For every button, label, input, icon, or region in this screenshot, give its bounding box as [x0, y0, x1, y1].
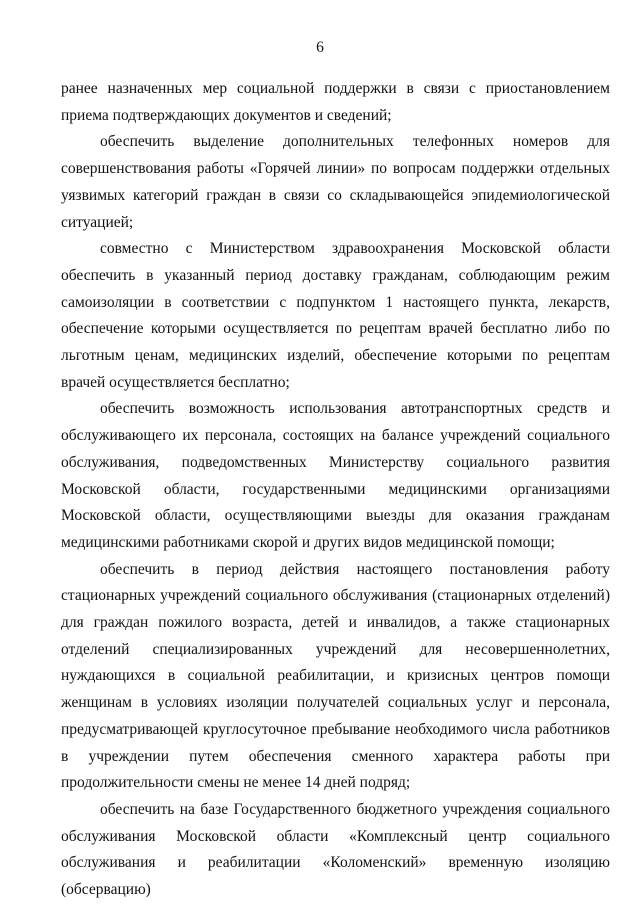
paragraph-continued: ранее назначенных мер социальной поддержки в связи с приостановлением приема подтверждающих документов и сведений;	[61, 80, 610, 124]
page-number: 6	[316, 39, 324, 56]
paragraph-hotline-numbers: обеспечить выделение дополнительных телефонных номеров для совершенствования работы «Горячей линии» по вопросам поддержки отдельных уязвимых категорий граждан в связи со складывающейся эпидемиологической ситуацией;	[61, 133, 610, 231]
paragraph-vehicles: обеспечить возможность использования автотранспортных средств и обслуживающего их персонала, состоящих на балансе учреждений социального обслуживания, подведомственных Министерству социального развития Московской области, государственными медицинскими организациями Московской области, осуществляющими выезды для оказания гражданам медицинскими работниками скорой и других видов медицинской помощи;	[61, 400, 610, 551]
document-body	[61, 76, 610, 904]
paragraph-stationary-institutions: обеспечить в период действия настоящего постановления работу стационарных учреждений социального обслуживания (стационарных отделений) для граждан пожилого возраста, детей и инвалидов, а также стационарных отделений специализированных учреждений для несовершеннолетних, нуждающихся в социальной реабилитации, и кризисных центров помощи женщинам в условиях изоляции получателей социальных услуг и персонала, предусматривающей круглосуточное пребывание необходимого числа работников в учреждении путем обеспечения сменного характера работы при продолжительности смены не менее 14 дней подряд;	[61, 560, 610, 792]
paragraph-medicine-delivery: совместно с Министерством здравоохранения Московской области обеспечить в указанный период доставку гражданам, соблюдающим режим самоизоляции в соответствии с подпунктом 1 настоящего пункта, лекарств, обеспечение которыми осуществляется по рецептам врачей бесплатно либо по льготным ценам, медицинских изделий, обеспечение которыми по рецептам врачей осуществляется бесплатно;	[61, 240, 610, 391]
paragraph-isolation-kolomensky: обеспечить на базе Государственного бюджетного учреждения социального обслуживания Московской области «Комплексный центр социального обслуживания и реабилитации «Коломенский» временную изоляцию (обсервацию)	[61, 800, 610, 899]
